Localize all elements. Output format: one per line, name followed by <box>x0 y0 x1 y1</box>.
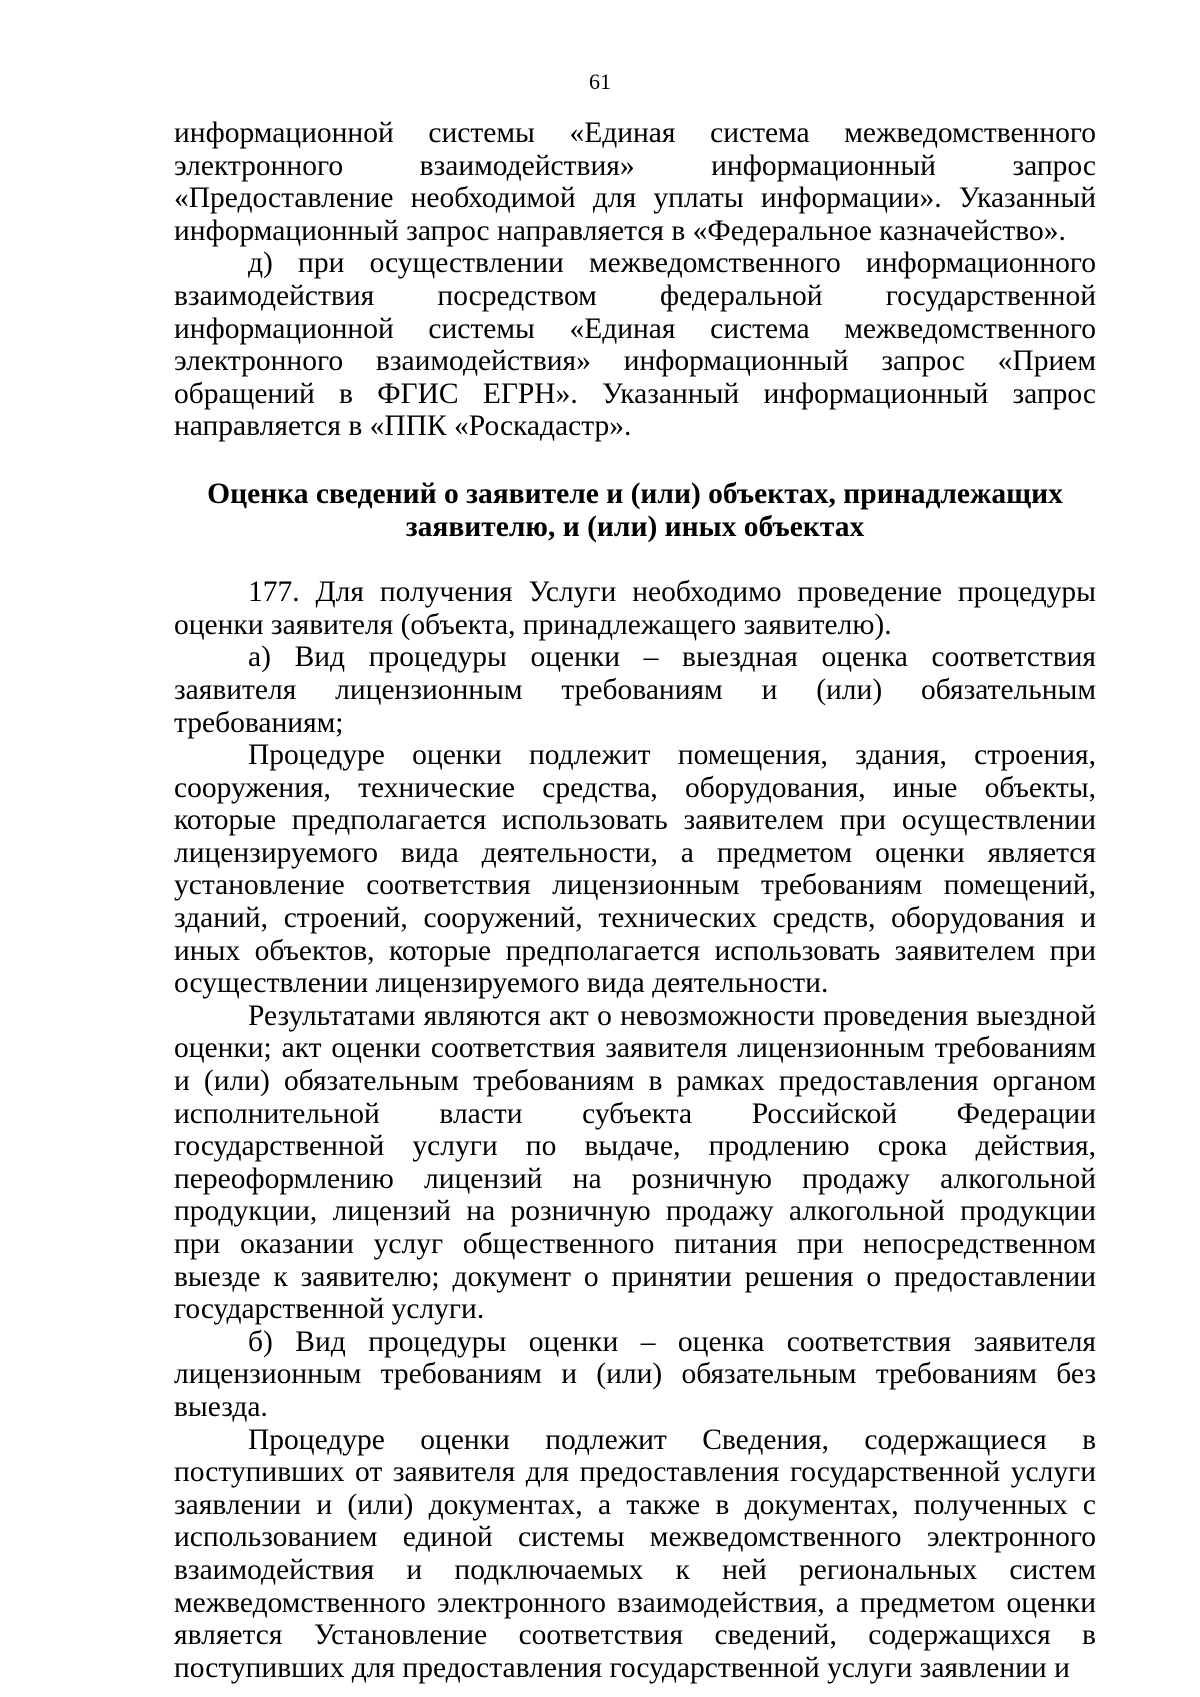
paragraph-item-d: д) при осуществлении межведомственного информационного взаимодействия посредством федеральной государственной информационной системы «Единая система межведомственного электронного взаимодействия» информационный запрос «Прием обращений в ФГИС ЕГРН». Указанный информационный запрос направляется в «ППК «Роскадастр». <box>174 247 1096 443</box>
paragraph-procedure-b: Процедуре оценки подлежит Сведения, содержащиеся в поступивших от заявителя для предоставления государственной услуги заявлении и (или) документах, а также в документах, полученных с использованием единой системы межведомственного электронного взаимодействия и подключаемых к ней региональных систем межведомственного электронного взаимодействия, а предметом оценки является Установление соответствия сведений, содержащихся в поступивших для предоставления государственной услуги заявлении и <box>174 1423 1096 1684</box>
section-heading <box>174 478 1096 543</box>
paragraph-177: 177. Для получения Услуги необходимо проведение процедуры оценки заявителя (объекта, принадлежащего заявителю). <box>174 576 1096 641</box>
paragraph-results: Результатами являются акт о невозможности проведения выездной оценки; акт оценки соответствия заявителя лицензионным требованиям и (или) обязательным требованиям в рамках предоставления органом исполнительной власти субъекта Российской Федерации государственной услуги по выдаче, продлению срока действия, переоформлению лицензий на розничную продажу алкогольной продукции, лицензий на розничную продажу алкогольной продукции при оказании услуг общественного питания при непосредственном выезде к заявителю; документ о принятии решения о предоставлении государственной услуги. <box>174 999 1096 1326</box>
page-number: 61 <box>589 69 611 94</box>
paragraph-item-a: а) Вид процедуры оценки – выездная оценка соответствия заявителя лицензионным требованиям и (или) обязательным требованиям; <box>174 641 1096 739</box>
paragraph-continuation: информационной системы «Единая система межведомственного электронного взаимодействия» информационный запрос «Предоставление необходимой для уплаты информации». Указанный информационный запрос направляется в «Федеральное казначейство». <box>174 117 1096 247</box>
paragraph-item-b: б) Вид процедуры оценки – оценка соответствия заявителя лицензионным требованиям и (или) обязательным требованиям без выезда. <box>174 1325 1096 1423</box>
section-heading-line-1: Оценка сведений о заявителе и (или) объектах, принадлежащих <box>207 477 1063 510</box>
paragraph-procedure-a: Процедуре оценки подлежит помещения, здания, строения, сооружения, технические средства, оборудования, иные объекты, которые предполагается использовать заявителем при осуществлении лицензируемого вида деятельности, а предметом оценки является установление соответствия лицензионным требованиям помещений, зданий, строений, сооружений, технических средств, оборудования и иных объектов, которые предполагается использовать заявителем при осуществлении лицензируемого вида деятельности. <box>174 739 1096 1000</box>
document-body <box>174 117 1096 1684</box>
section-heading-line-2: заявителю, и (или) иных объектах <box>405 510 865 543</box>
